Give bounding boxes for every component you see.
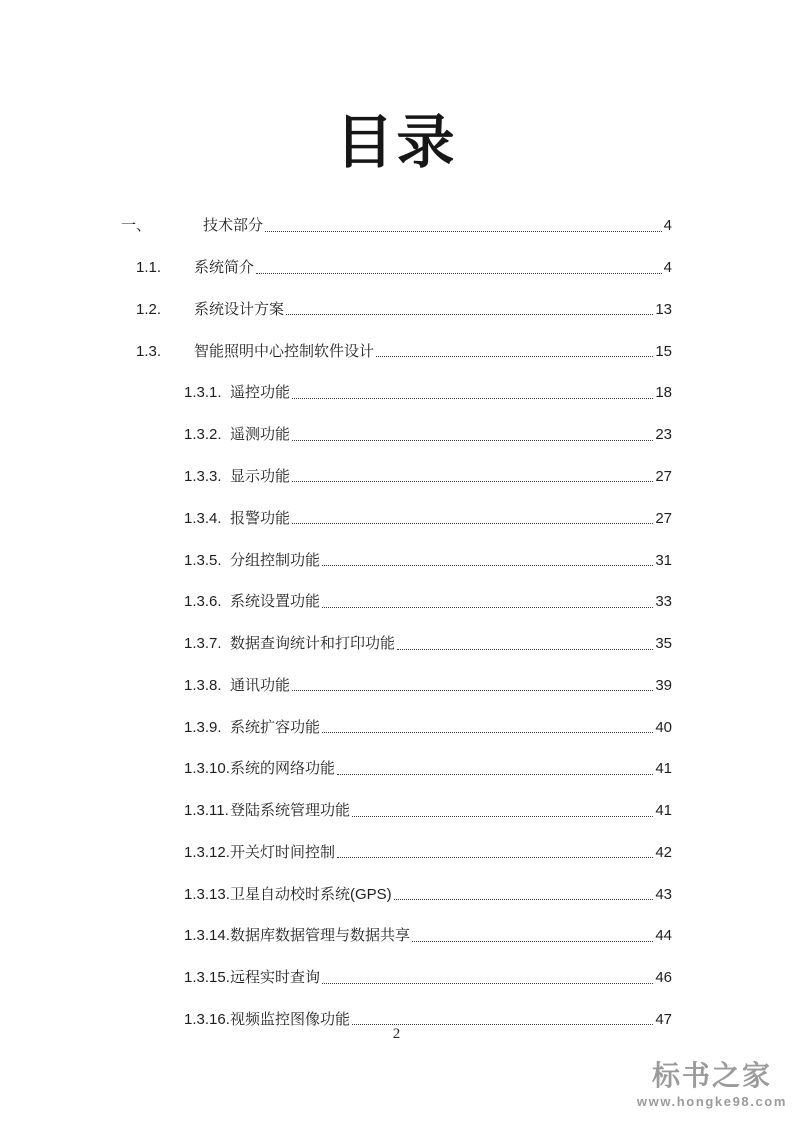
toc-entry[interactable]: [121, 748, 672, 790]
toc-dotted-leader: [265, 230, 662, 232]
toc-entry-number: 1.3.13.: [184, 885, 230, 903]
toc-entry-label: 视频监控图像功能: [230, 1010, 351, 1028]
toc-entry-number: 1.3.2.: [184, 426, 222, 444]
toc-entry-page: 47: [655, 1010, 672, 1028]
toc-entry[interactable]: [121, 581, 672, 623]
toc-entry[interactable]: [121, 957, 672, 999]
toc-title: 目录: [335, 110, 458, 175]
toc-entry-number: 1.3.: [136, 342, 162, 360]
toc-entry-number: 1.3.3.: [184, 467, 222, 485]
toc-entry-label: 报警功能: [230, 509, 291, 527]
watermark-brand-text: 标书之家: [651, 1060, 772, 1091]
toc-dotted-leader: [394, 898, 654, 900]
toc-entry-page: 23: [655, 426, 672, 444]
toc-dotted-leader: [292, 439, 653, 441]
toc-entry[interactable]: [121, 790, 672, 832]
toc-dotted-leader: [376, 355, 653, 357]
toc-entry-number: 1.2.: [136, 300, 162, 318]
toc-entry-label: 显示功能: [230, 467, 291, 485]
toc-dotted-leader: [292, 689, 653, 691]
toc-dotted-leader: [337, 856, 653, 858]
toc-entry-label: 登陆系统管理功能: [230, 802, 351, 820]
toc-entry[interactable]: [121, 330, 672, 372]
toc-entry-label: 系统简介: [194, 259, 255, 277]
toc-entry-page: 33: [655, 593, 672, 611]
toc-entry-page: 40: [655, 718, 672, 736]
toc-entry-label: 分组控制功能: [230, 551, 321, 569]
toc-dotted-leader: [286, 313, 653, 315]
toc-entry-number: 1.1.: [136, 259, 162, 277]
toc-entry[interactable]: [121, 247, 672, 289]
toc-dotted-leader: [322, 606, 653, 608]
toc-entry-page: 35: [655, 635, 672, 653]
toc-entry-number: 1.3.1.: [184, 384, 222, 402]
toc-entry[interactable]: [121, 289, 672, 331]
toc-entry[interactable]: [121, 414, 672, 456]
toc-entry-page: 27: [655, 467, 672, 485]
toc-entry-label: 数据查询统计和打印功能: [230, 635, 396, 653]
toc-entry-label: 遥测功能: [230, 426, 291, 444]
toc-entry-page: 43: [655, 885, 672, 903]
toc-dotted-leader: [256, 272, 662, 274]
toc-dotted-leader: [322, 564, 653, 566]
toc-entry-number: 1.3.11.: [184, 802, 229, 820]
toc-dotted-leader: [352, 815, 653, 817]
toc-entry-number: 1.3.14.: [184, 927, 230, 945]
toc-entry[interactable]: [121, 664, 672, 706]
toc-dotted-leader: [412, 940, 653, 942]
toc-entry[interactable]: [121, 915, 672, 957]
toc-entry[interactable]: [121, 497, 672, 539]
toc-entry[interactable]: [121, 372, 672, 414]
toc-entry[interactable]: [121, 873, 672, 915]
toc-entry[interactable]: [121, 539, 672, 581]
page-number: 2: [392, 1026, 401, 1042]
toc-entry-label: 技术部分: [203, 217, 264, 235]
toc-entry-page: 13: [655, 300, 672, 318]
toc-entry-label: 开关灯时间控制: [230, 843, 336, 861]
toc-entry-number: 1.3.16.: [184, 1010, 230, 1028]
toc-entry-page: 41: [655, 802, 672, 820]
toc-entry[interactable]: [121, 706, 672, 748]
toc-entry-number: 1.3.7.: [184, 635, 222, 653]
toc-entry[interactable]: [121, 205, 672, 247]
toc-entry-page: 4: [663, 217, 672, 235]
toc-entry-page: 46: [655, 969, 672, 987]
toc-entry-label: 系统扩容功能: [230, 718, 321, 736]
toc-entry-number: 1.3.4.: [184, 509, 222, 527]
toc-entry-number: 1.3.6.: [184, 593, 222, 611]
toc-entry-number: 1.3.9.: [184, 718, 222, 736]
toc-entry-page: 42: [655, 843, 672, 861]
toc-entry[interactable]: [121, 456, 672, 498]
toc-list: [121, 205, 672, 1040]
toc-entry-page: 27: [655, 509, 672, 527]
toc-entry-number: 1.3.15.: [184, 969, 230, 987]
toc-entry-page: 18: [655, 384, 672, 402]
toc-dotted-leader: [322, 982, 653, 984]
toc-entry-page: 39: [655, 676, 672, 694]
toc-entry-page: 41: [655, 760, 672, 778]
toc-entry-label: 系统设计方案: [194, 300, 285, 318]
toc-entry-label: 通讯功能: [230, 676, 291, 694]
toc-dotted-leader: [292, 397, 653, 399]
toc-entry-label: 系统设置功能: [230, 593, 321, 611]
toc-entry[interactable]: [121, 623, 672, 665]
watermark-url-text: www.hongke98.com: [636, 1094, 787, 1109]
toc-entry-number: 一、: [121, 217, 152, 235]
toc-dotted-leader: [322, 731, 653, 733]
toc-entry-number: 1.3.5.: [184, 551, 222, 569]
toc-entry[interactable]: [121, 831, 672, 873]
toc-entry-page: 44: [655, 927, 672, 945]
toc-entry-label: 卫星自动校时系统(GPS): [230, 885, 392, 903]
toc-entry-page: 15: [655, 342, 672, 360]
toc-dotted-leader: [337, 773, 653, 775]
toc-dotted-leader: [292, 522, 653, 524]
toc-entry-number: 1.3.12.: [184, 843, 230, 861]
toc-entry-label: 系统的网络功能: [230, 760, 336, 778]
toc-entry-number: 1.3.10.: [184, 760, 230, 778]
toc-entry-label: 数据库数据管理与数据共享: [230, 927, 411, 945]
toc-entry-label: 遥控功能: [230, 384, 291, 402]
toc-dotted-leader: [397, 648, 653, 650]
toc-dotted-leader: [292, 480, 653, 482]
toc-entry-label: 智能照明中心控制软件设计: [194, 342, 375, 360]
toc-entry-number: 1.3.8.: [184, 676, 222, 694]
toc-entry-label: 远程实时查询: [230, 969, 321, 987]
toc-entry-page: 31: [655, 551, 672, 569]
toc-entry-page: 4: [663, 259, 672, 277]
watermark: [637, 1062, 787, 1108]
